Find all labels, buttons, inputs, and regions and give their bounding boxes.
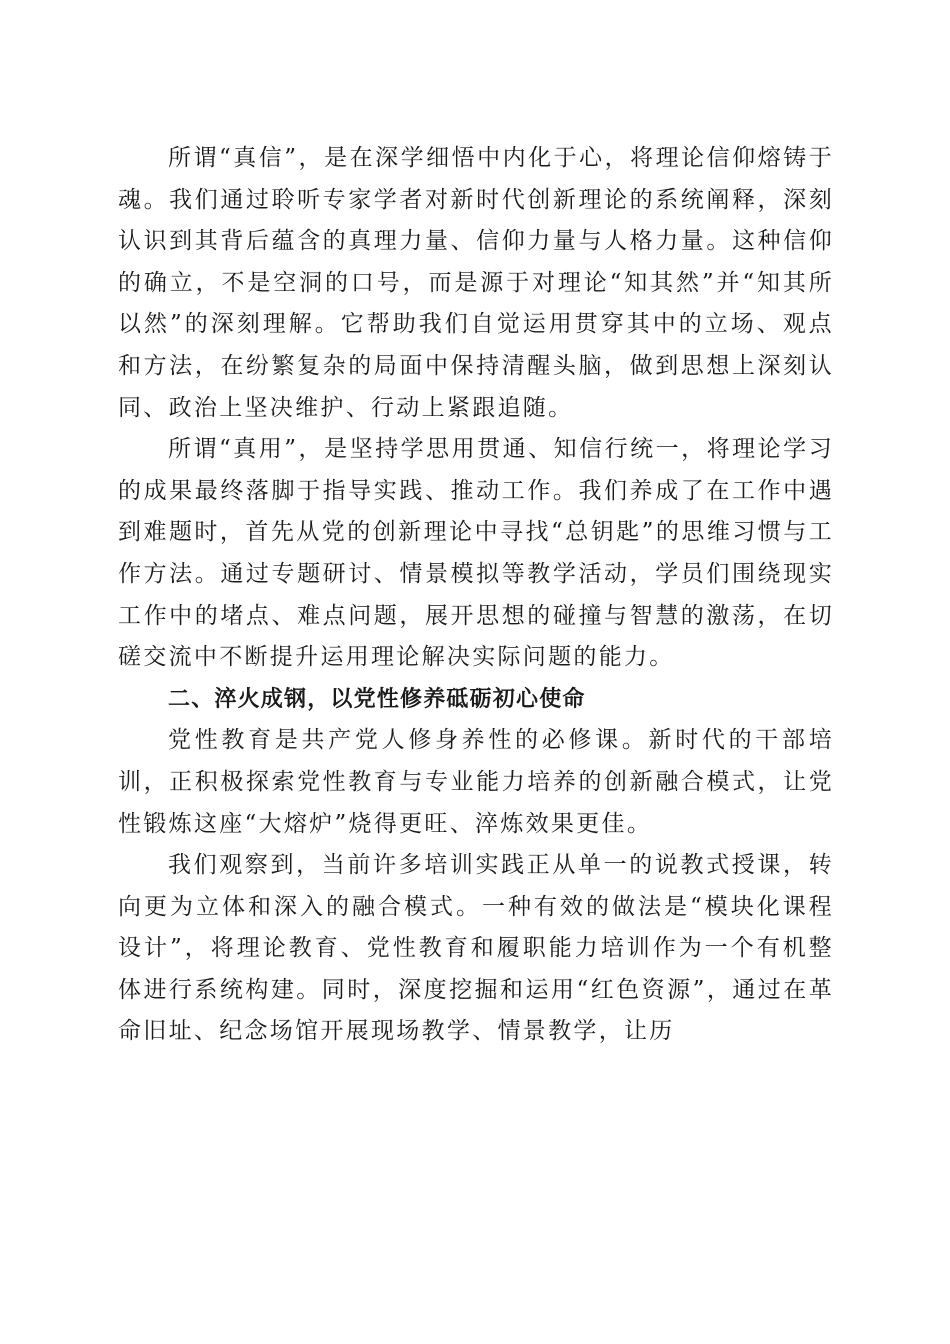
paragraph-true-belief: 所谓“真信”，是在深学细悟中内化于心，将理论信仰熔铸于魂。我们通过聆听专家学者对新时代创新理论的系统阐释，深刻认识到其背后蕴含的真理力量、信仰力量与人格力量。这种信仰的确立，不是空洞的口号，而是源于对理论“知其然”并“知其所以然”的深刻理解。它帮助我们自觉运用贯穿其中的立场、观点和方法，在纷繁复杂的局面中保持清醒头脑，做到思想上深刻认同、政治上坚决维护、行动上紧跟追随。 bbox=[118, 145, 834, 421]
document-page bbox=[118, 138, 834, 1053]
section-heading-2: 二、淬火成钢，以党性修养砥砺初心使命 bbox=[168, 686, 586, 712]
paragraph-party-education: 党性教育是共产党人修身养性的必修课。新时代的干部培训，正积极探索党性教育与专业能力培养的创新融合模式，让党性锻炼这座“大熔炉”烧得更旺、淬炼效果更佳。 bbox=[118, 727, 834, 837]
paragraph-training-practice: 我们观察到，当前许多培训实践正从单一的说教式授课，转向更为立体和深入的融合模式。一种有效的做法是“模块化课程设计”，将理论教育、党性教育和履职能力培训作为一个有机整体进行系统构建。同时，深度挖掘和运用“红色资源”，通过在革命旧址、纪念场馆开展现场教学、情景教学，让历 bbox=[118, 852, 834, 1045]
paragraph-true-use: 所谓“真用”，是坚持学思用贯通、知信行统一，将理论学习的成果最终落脚于指导实践、推动工作。我们养成了在工作中遇到难题时，首先从党的创新理论中寻找“总钥匙”的思维习惯与工作方法。通过专题研讨、情景模拟等教学活动，学员们围绕现实工作中的堵点、难点问题，展开思想的碰撞与智慧的激荡，在切磋交流中不断提升运用理论解决实际问题的能力。 bbox=[118, 436, 834, 671]
